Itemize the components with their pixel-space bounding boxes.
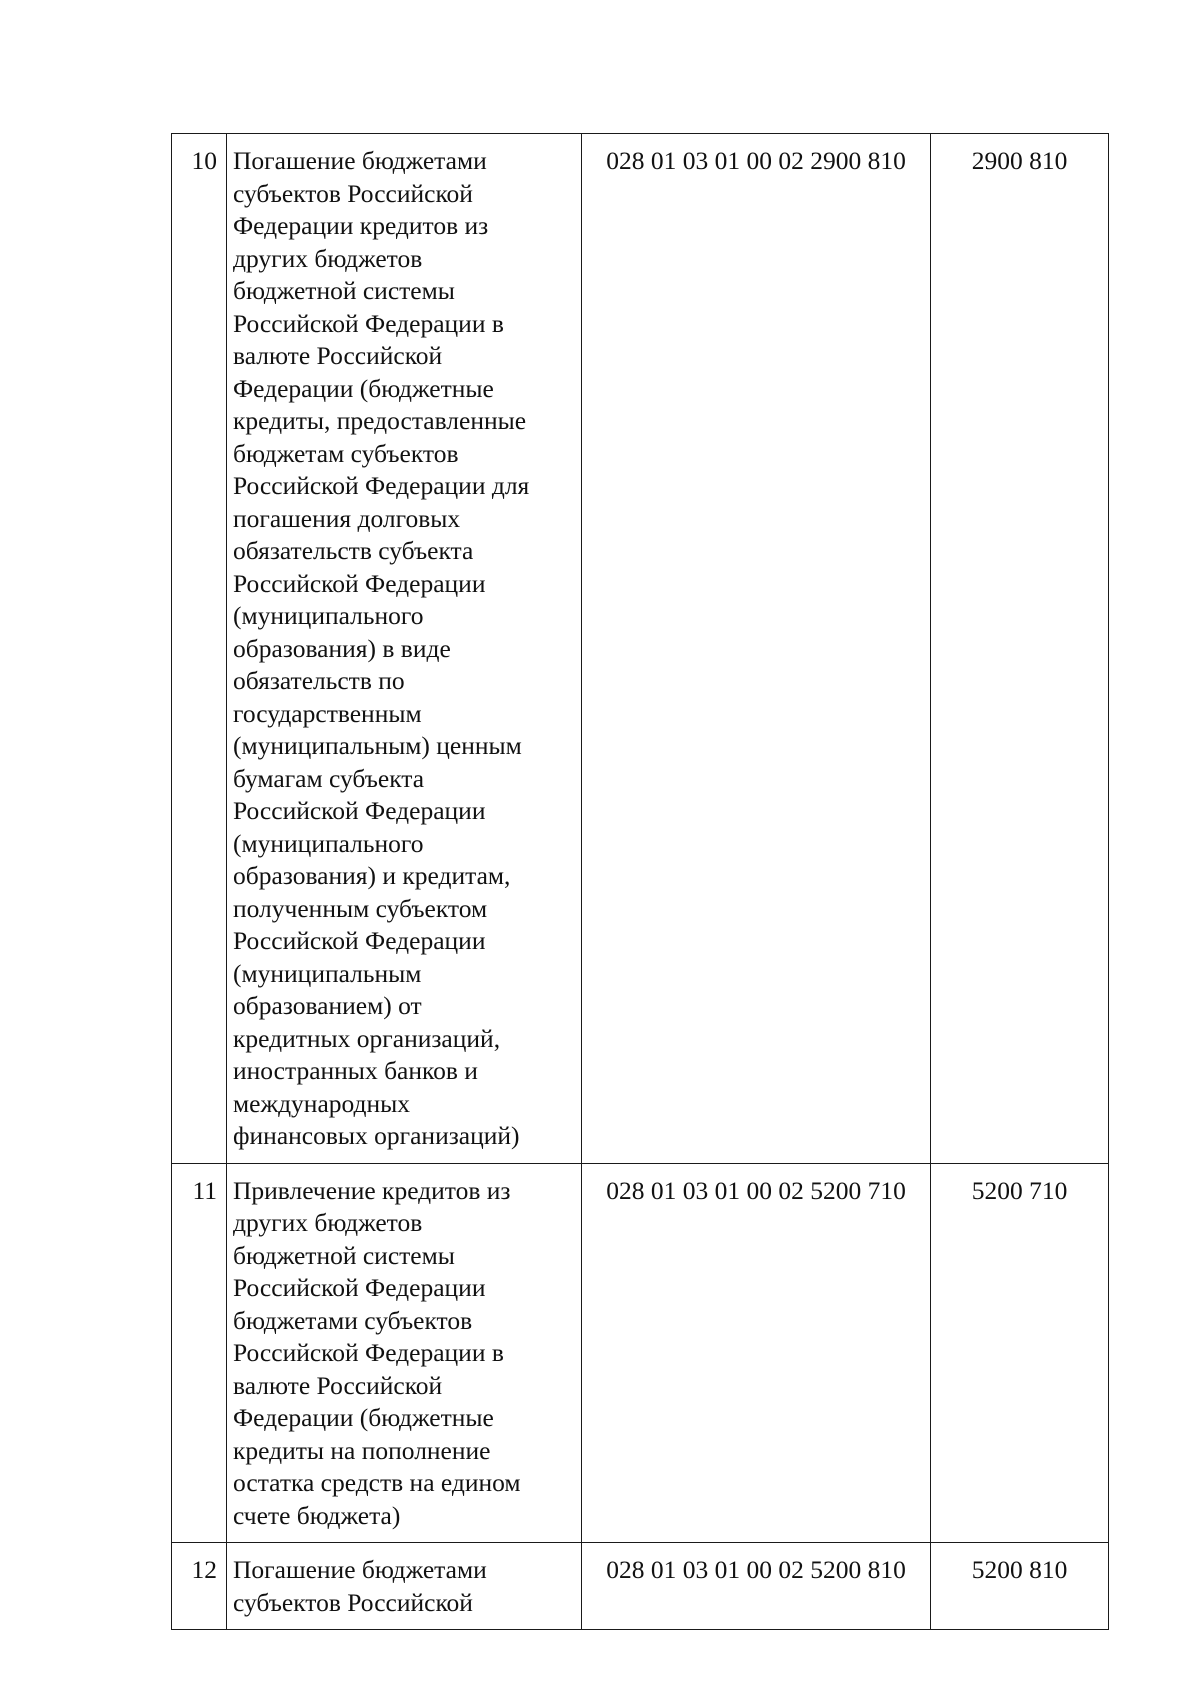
description-line: образования) и кредитам,: [233, 861, 511, 890]
description-line: других бюджетов: [233, 1208, 423, 1237]
description-line: остатка средств на едином: [233, 1468, 521, 1497]
description-line: валюте Российской: [233, 341, 443, 370]
amount-value: 5200 710: [931, 1163, 1109, 1543]
description-line: Российской Федерации: [233, 568, 486, 598]
budget-classification-code: 028 01 03 01 00 02 5200 810: [582, 1543, 931, 1630]
description-line: (муниципального: [233, 828, 424, 858]
description-line: Российской Федерации для: [233, 471, 530, 500]
description-line: кредиты на пополнение: [233, 1435, 491, 1465]
description-line: Федерации кредитов из: [233, 211, 489, 240]
description-line: Российской Федерации: [233, 1273, 486, 1302]
row-number: 12: [172, 1543, 227, 1630]
budget-classification-code: 028 01 03 01 00 02 5200 710: [582, 1163, 931, 1543]
description-line: погашения долговых: [233, 503, 461, 533]
description-line: кредиты, предоставленные: [233, 406, 527, 435]
description-line: Российской Федерации в: [233, 1338, 504, 1367]
description-line: финансовых организаций): [233, 1121, 520, 1150]
description-line: других бюджетов: [233, 243, 423, 273]
description-line: образования) в виде: [233, 633, 451, 663]
row-number: 10: [172, 134, 227, 1164]
description-line: Привлечение кредитов из: [233, 1175, 511, 1205]
description-line: бюджетной системы: [233, 1240, 455, 1270]
description-line: субъектов Российской: [233, 178, 473, 208]
description-line: государственным: [233, 698, 422, 728]
description-line: международных: [233, 1088, 411, 1118]
description-line: Федерации (бюджетные: [233, 1403, 494, 1432]
description-line: образованием) от: [233, 991, 422, 1020]
description-line: иностранных банков и: [233, 1056, 478, 1085]
description-line: Погашение бюджетами: [233, 146, 487, 175]
description-line: (муниципальным) ценным: [233, 731, 522, 760]
description-line: Российской Федерации: [233, 926, 486, 955]
description-line: Погашение бюджетами: [233, 1555, 487, 1584]
row-number: 11: [172, 1163, 227, 1543]
amount-value: 5200 810: [931, 1543, 1109, 1630]
description-line: обязательств субъекта: [233, 536, 474, 565]
description-line: Российской Федерации: [233, 796, 486, 825]
budget-sources-table: [171, 133, 1109, 1630]
description-line: полученным субъектом: [233, 893, 488, 923]
description-line: (муниципальным: [233, 958, 422, 988]
description-line: субъектов Российской: [233, 1587, 473, 1617]
description-line: бюджетной системы: [233, 276, 455, 305]
row-description: [227, 134, 582, 1164]
row-description: [227, 1163, 582, 1543]
description-line: обязательств по: [233, 666, 405, 695]
amount-value: 2900 810: [931, 134, 1109, 1164]
description-line: бюджетами субъектов: [233, 1305, 473, 1335]
description-line: валюте Российской: [233, 1370, 443, 1400]
table-row: [172, 1543, 1109, 1630]
description-line: Федерации (бюджетные: [233, 373, 494, 403]
row-description: [227, 1543, 582, 1630]
description-line: (муниципального: [233, 601, 424, 630]
description-line: бюджетам субъектов: [233, 438, 459, 468]
table-row: [172, 1163, 1109, 1543]
description-line: бумагам субъекта: [233, 763, 425, 793]
budget-classification-code: 028 01 03 01 00 02 2900 810: [582, 134, 931, 1164]
description-line: кредитных организаций,: [233, 1023, 501, 1053]
description-line: Российской Федерации в: [233, 308, 504, 338]
description-line: счете бюджета): [233, 1500, 401, 1530]
table-row: [172, 134, 1109, 1164]
